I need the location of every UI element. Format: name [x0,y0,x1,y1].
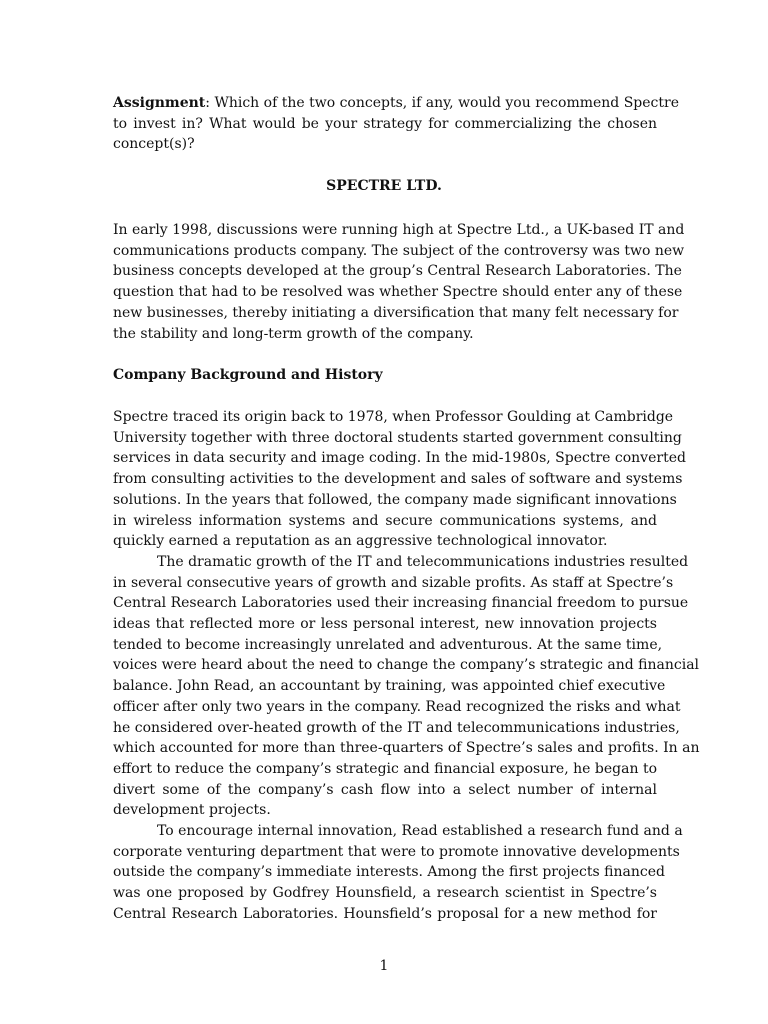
text-line: solutions. In the years that followed, the company made significant innovations [113,491,677,508]
text-line: communications products company. The subject of the controversy was two new [113,242,685,259]
text-line: business concepts developed at the group’s Central Research Laboratories. The [113,263,682,280]
text-line: new businesses, thereby initiating a diversification that many felt necessary for [113,304,679,321]
page-number: 1 [379,958,389,974]
text-line: The dramatic growth of the IT and telecommunications industries resulted [157,553,689,570]
text-line: tended to become increasingly unrelated and adventurous. At the same time, [113,636,663,653]
text-line: divert some of the company’s cash flow into a select number of internal [113,781,657,798]
text-line: he considered over-heated growth of the IT and telecommunications industries, [113,719,680,736]
assignment-line-1 [113,93,679,114]
text-line: voices were heard about the need to change the company’s strategic and financial [113,657,700,674]
section-heading: Company Background and History [113,367,383,383]
text-line: Central Research Laboratories. Hounsfield’s proposal for a new method for [113,905,657,922]
document-title: SPECTRE LTD. [326,178,442,194]
text-line: effort to reduce the company’s strategic and financial exposure, he began to [113,760,657,777]
text-line: development projects. [113,802,271,819]
text-line: outside the company’s immediate interests. Among the first projects financed [113,864,665,881]
text-line: University together with three doctoral students started government consulting [113,429,682,446]
text-line: in several consecutive years of growth and sizable profits. As staff at Spectre’s [113,574,674,591]
text-line: in wireless information systems and secure communications systems, and [113,512,657,529]
assignment-paragraph [113,93,679,155]
text-line: from consulting activities to the development and sales of software and systems [113,471,683,488]
text-line: corporate venturing department that were to promote innovative developments [113,843,680,860]
text-line: Central Research Laboratories used their increasing financial freedom to pursue [113,595,689,612]
text-line: the stability and long-term growth of the company. [113,325,474,342]
text-line: officer after only two years in the company. Read recognized the risks and what [113,698,681,715]
text-line: quickly earned a reputation as an aggressive technological innovator. [113,533,608,550]
text-line: services in data security and image coding. In the mid-1980s, Spectre converted [113,450,686,467]
text-line: In early 1998, discussions were running high at Spectre Ltd., a UK-based IT and [113,222,685,238]
assignment-line-2: to invest in? What would be your strategy for commercializing the chosen [113,115,657,132]
text-line: ideas that reflected more or less personal interest, new innovation projects [113,616,657,633]
assignment-line-3: concept(s)? [113,136,195,153]
text-line: question that had to be resolved was whether Spectre should enter any of these [113,284,683,301]
text-line: balance. John Read, an accountant by training, was appointed chief executive [113,678,666,695]
intro-paragraph [113,220,685,344]
assignment-label: Assignment [113,95,206,111]
assignment-text: : Which of the two concepts, if any, would you recommend Spectre [205,95,679,111]
text-line: which accounted for more than three-quarters of Spectre’s sales and profits. In an [113,740,700,757]
body-text [113,407,700,925]
text-line: was one proposed by Godfrey Hounsfield, a research scientist in Spectre’s [113,885,657,902]
text-line: To encourage internal innovation, Read established a research fund and a [157,823,683,840]
text-line: Spectre traced its origin back to 1978, when Professor Goulding at Cambridge [113,409,674,425]
